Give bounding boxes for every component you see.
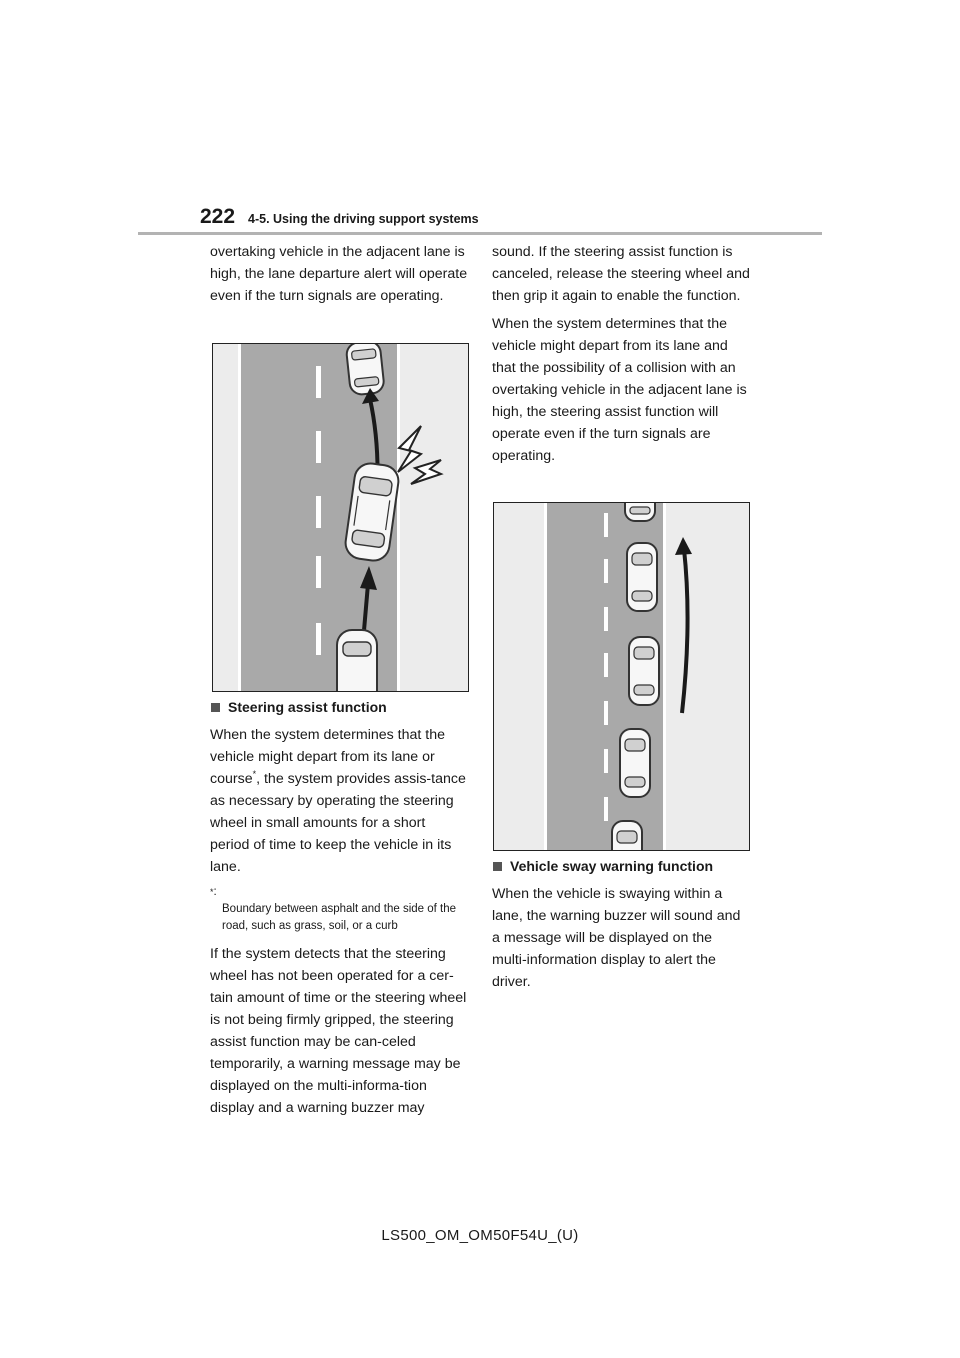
steering-assist-paragraph: When the system determines that the vehicle might depart from its lane or course*, the system provides assis-tance as necessary by operating the steering wheel in small amounts for a short period of time to keep the vehicle in its lane. [210,727,466,875]
intro-paragraph: overtaking vehicle in the adjacent lane is high, the lane departure alert will operate even if the turn signals are operating. [210,244,468,304]
steering-assist-heading: Steering assist function [210,696,468,718]
vehicle-sway-paragraph: When the vehicle is swaying within a lane, the warning buzzer will sound and a message will be displayed on the multi-information display to alert the driver. [492,886,741,990]
lane-departure-illustration [213,344,468,691]
lane-departure-alert-figure [212,343,469,692]
car-icon [627,543,657,611]
footnote: *: Boundary between asphalt and the side of the road, such as grass, soil, or a curb [210,886,457,932]
header-rule [138,232,822,235]
section-title: 4-5. Using the driving support systems [248,212,479,226]
vehicle-sway-figure [493,502,750,851]
car-icon [346,344,385,396]
steering-assist-section [210,696,468,1119]
steering-cancel-paragraph: If the system detects that the steering wheel has not been operated for a cer-tain amount of time or the steering wheel is not being firmly gripped, the steering assist function may be can-celed temporarily, a warning message may be displayed on the multi-informa-tion display and a warning buzzer may [210,946,467,1116]
car-icon [625,503,655,521]
column-right [492,241,750,467]
square-bullet-icon [493,862,502,871]
steering-cancel-continued: sound. If the steering assist function is canceled, release the steering wheel and then grip it again to enable the function. [492,244,750,304]
vehicle-sway-illustration [494,503,749,850]
collision-steering-paragraph: When the system determines that the vehicle might depart from its lane and that the possibility of a collision with an overtaking vehicle in the adjacent lane is high, the steering assist function will operate even if the turn signals are operating. [492,316,747,464]
page-header [198,203,822,235]
vehicle-sway-heading: Vehicle sway warning function [492,855,750,877]
car-icon [337,630,377,691]
car-icon [629,637,659,705]
column-left [210,241,468,307]
square-bullet-icon [211,703,220,712]
vehicle-sway-section [492,855,750,993]
car-icon [620,729,650,797]
footnote-ref: * [252,769,257,779]
car-icon [612,821,642,850]
page-number: 222 [200,205,236,228]
document-code: LS500_OM_OM50F54U_(U) [381,1227,579,1244]
